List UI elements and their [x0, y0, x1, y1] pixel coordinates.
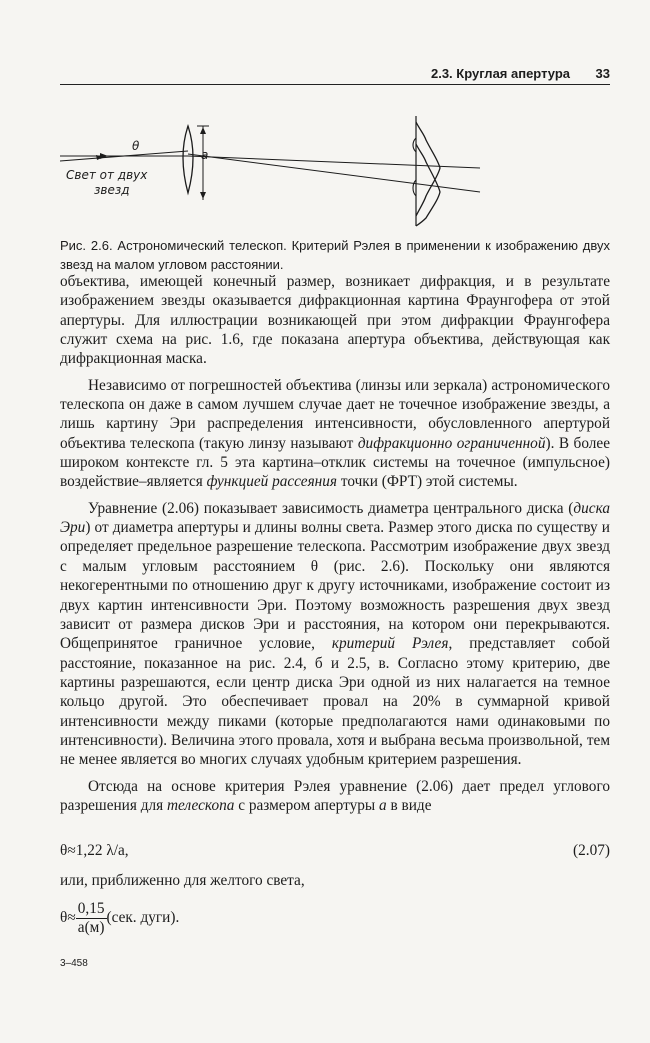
formula-expression: θ≈1,22 λ/a, — [60, 842, 129, 859]
formula-yellow-light — [60, 900, 610, 937]
paragraph-2: Независимо от погрешностей объектива (линзы или зеркала) астрономического телескопа он даже в самом лучшем случае дает не точечное изображение звезды, а лишь картину Эри распределения интенсивности, обусловленного апертурой объектива телескопа (такую линзу называют дифракционно ограниченной). В более широком контексте гл. 5 эта картина–отклик системы на точечное (импульсное) воздействие–является функцией рассеяния точки (ФРТ) этой системы. — [60, 376, 610, 491]
light-label-line2: звезд — [94, 183, 130, 197]
aperture-label: a — [201, 148, 209, 162]
lens — [183, 126, 193, 193]
text-after-formula: или, приближенно для желтого света, — [60, 872, 305, 889]
paragraph-3: Уравнение (2.06) показывает зависимость диаметра центрального диска (диска Эри) от диаметра апертуры и длины волны света. Размер этого диска по существу и определяет предельное разрешение телескопа. Рассмотрим изображение двух звезд с малым угловым расстоянием θ (рис. 2.6). Поскольку они являются некогерентными по отношению друг к другу источниками, изображение состоит из двух картин интенсивности Эри. Поэтому возможность разрешения двух звезд зависит от размера дисков Эри и расстояния, на котором они перекрываются. Общепринятое граничное условие, критерий Рэлея, представляет собой расстояние, показанное на рис. 2.4, б и 2.5, в. Согласно этому критерию, две картины разрешаются, если центр диска Эри одной из них налагается на темное кольцо другой. Это обеспечивает провал на 20% в суммарной кривой интенсивности между пиками (которые предполагаются нами одинаковыми по интенсивности). Величина этого провала, хотя и выбрана весьма произвольной, тем не менее является во многих случаях удобным критерием разрешения. — [60, 499, 610, 769]
page-number: 33 — [595, 66, 610, 81]
formula-number: (2.07) — [573, 842, 610, 859]
formula2-fraction — [76, 900, 107, 937]
formula2-prefix: θ≈ — [60, 909, 76, 927]
formula-2-07 — [60, 842, 610, 860]
fraction-numerator: 0,15 — [77, 900, 105, 917]
fraction-denominator: a(м) — [77, 919, 105, 936]
light-label-line1: Свет от двух — [66, 168, 148, 182]
signature-mark: 3–458 — [60, 958, 88, 969]
section-title: 2.3. Круглая апертура — [430, 66, 570, 81]
formula2-suffix: (сек. дуги). — [106, 909, 180, 927]
running-header — [60, 64, 610, 85]
paragraph-4: Отсюда на основе критерия Рэлея уравнение (2.06) дает предел углового разрешения для телескопа с размером апертуры a в виде — [60, 777, 610, 814]
telescope-figure — [60, 108, 610, 230]
figure-caption: Рис. 2.6. Астрономический телескоп. Критерий Рэлея в применении к изображению двух звезд на малом угловом расстоянии. — [60, 238, 610, 272]
paragraph-1: объектива, имеющей конечный размер, возникает дифракция, и в результате изображением звезды оказывается дифракционная картина Фраунгофера от этой апертуры. Для иллюстрации возникающей при этом дифракции Фраунгофера служит схема на рис. 1.6, где показана апертура объектива, действующая как дифракционная маска. — [60, 273, 610, 368]
theta-label: θ — [132, 139, 140, 153]
body-text — [60, 272, 610, 815]
